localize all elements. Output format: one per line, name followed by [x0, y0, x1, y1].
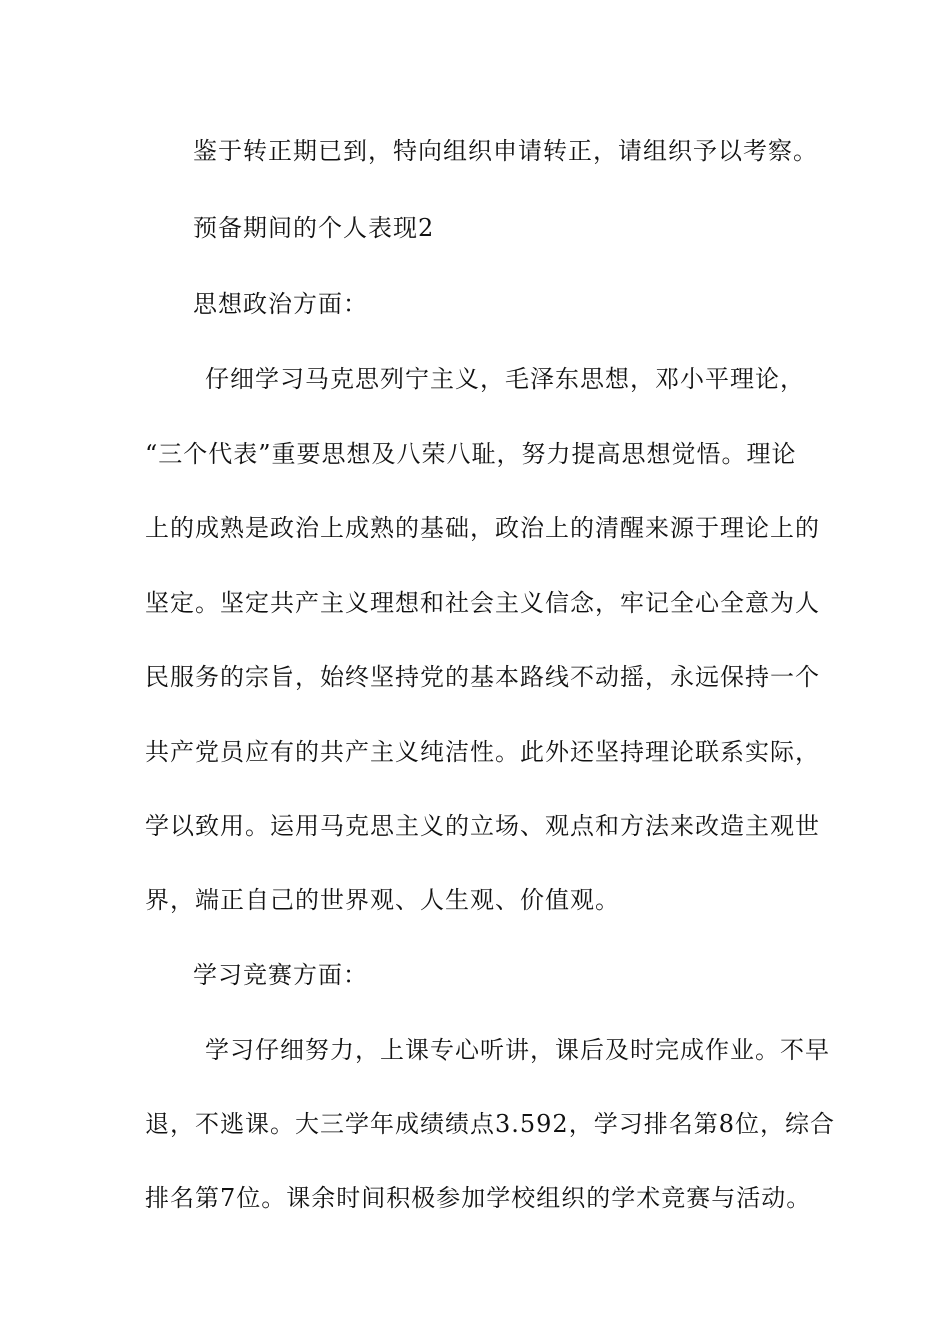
paragraph-line-ideology-2: “三个代表”重要思想及八荣八耻，努力提高思想觉悟。理论	[145, 440, 797, 468]
paragraph-line-ideology-5: 民服务的宗旨，始终坚持党的基本路线不动摇，永远保持一个	[145, 663, 820, 691]
section-heading-ideology-politics: 思想政治方面：	[193, 290, 368, 318]
paragraph-line-study-3: 排名第7位。课余时间积极参加学校组织的学术竞赛与活动。	[145, 1184, 812, 1212]
paragraph-line-1: 鉴于转正期已到，特向组织申请转正，请组织予以考察。	[193, 137, 818, 165]
section-heading-personal-performance: 预备期间的个人表现2	[193, 214, 435, 242]
paragraph-line-ideology-8: 界，端正自己的世界观、人生观、价值观。	[145, 886, 620, 914]
paragraph-line-ideology-3: 上的成熟是政治上成熟的基础，政治上的清醒来源于理论上的	[145, 514, 820, 542]
section-heading-study-competition: 学习竞赛方面：	[193, 961, 368, 989]
paragraph-line-ideology-4: 坚定。坚定共产主义理想和社会主义信念，牢记全心全意为人	[145, 589, 820, 617]
paragraph-line-ideology-6: 共产党员应有的共产主义纯洁性。此外还坚持理论联系实际，	[145, 738, 820, 766]
paragraph-line-study-2: 退，不逃课。大三学年成绩绩点3.592，学习排名第8位，综合	[145, 1110, 835, 1138]
paragraph-line-ideology-7: 学以致用。运用马克思主义的立场、观点和方法来改造主观世	[145, 812, 820, 840]
paragraph-line-study-1: 学习仔细努力，上课专心听讲，课后及时完成作业。不早	[205, 1036, 830, 1064]
paragraph-line-ideology-1: 仔细学习马克思列宁主义，毛泽东思想，邓小平理论，	[205, 365, 805, 393]
